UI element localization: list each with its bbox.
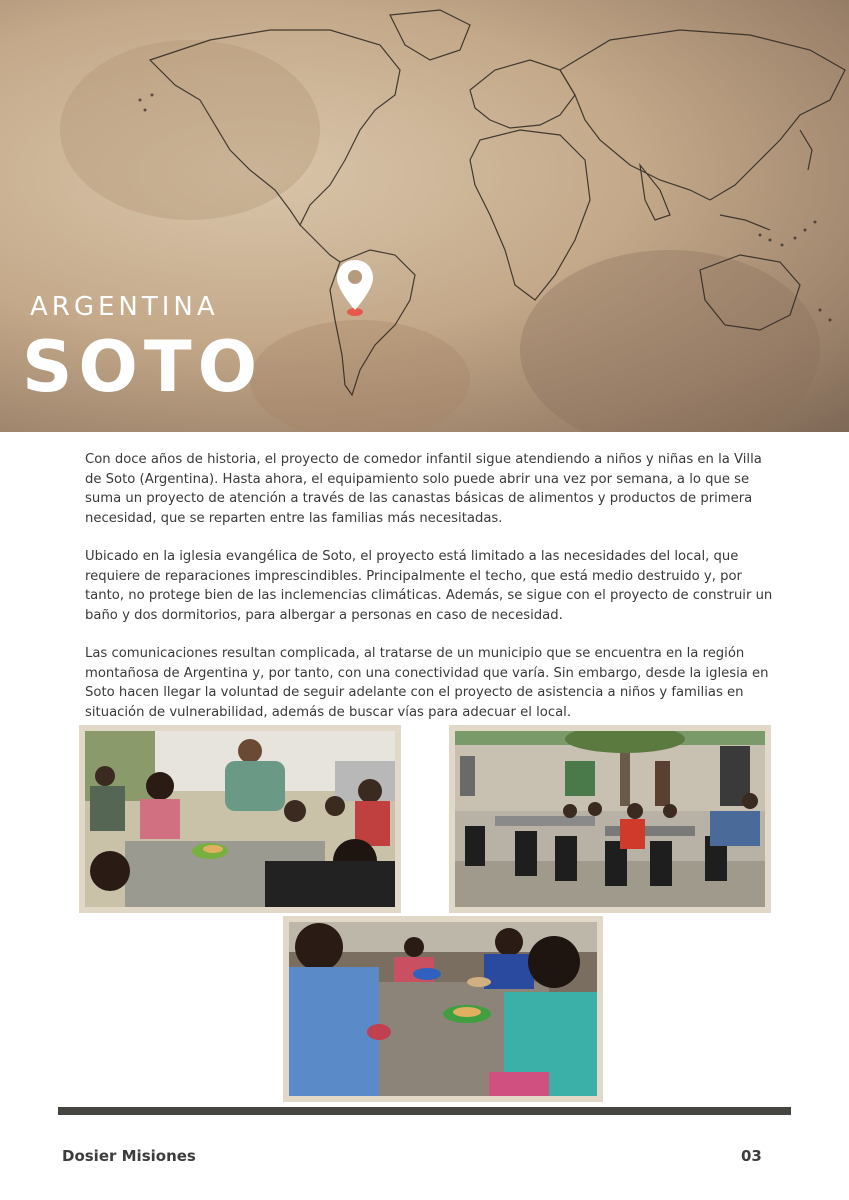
page-number: 03 bbox=[741, 1147, 762, 1165]
location-pin-icon bbox=[335, 258, 375, 324]
article-body bbox=[85, 450, 775, 741]
photo-dining-patio bbox=[449, 725, 771, 913]
photo-children-eating bbox=[79, 725, 401, 913]
city-title: SOTO bbox=[22, 326, 264, 408]
photo-children-table bbox=[283, 916, 603, 1102]
country-title: ARGENTINA bbox=[30, 292, 219, 322]
footer-publication-title: Dosier Misiones bbox=[62, 1147, 196, 1165]
footer-divider bbox=[58, 1107, 791, 1115]
paragraph-1: Con doce años de historia, el proyecto de comedor infantil sigue atendiendo a niños y niñas en la Villa de Soto (Argentina). Hasta ahora, el equipamiento solo puede abrir una vez por semana, a lo que se suma un proyecto de atención a través de las canastas básicas de alimentos y productos de primera necesidad, que se reparten entre las familias más necesitadas. bbox=[85, 452, 762, 526]
paragraph-3: Las comunicaciones resultan complicada, al tratarse de un municipio que se encuentra en la región montañosa de Argentina y, por tanto, con una conectividad que varía. Sin embargo, desde la iglesia en Soto hacen llegar la voluntad de seguir adelante con el proyecto de asistencia a niños y familias en situación de vulnerabilidad, además de buscar vías para adecuar el local. bbox=[85, 646, 769, 720]
hero-banner bbox=[0, 0, 849, 432]
paragraph-2: Ubicado en la iglesia evangélica de Soto, el proyecto está limitado a las necesidades del local, que requiere de reparaciones imprescindibles. Principalmente el techo, que está medio destruido y, por tanto, no protege bien de las inclemencias climáticas. Además, se sigue con el proyecto de construir un baño y dos dormitorios, para albergar a personas en caso de necesidad. bbox=[85, 549, 773, 623]
